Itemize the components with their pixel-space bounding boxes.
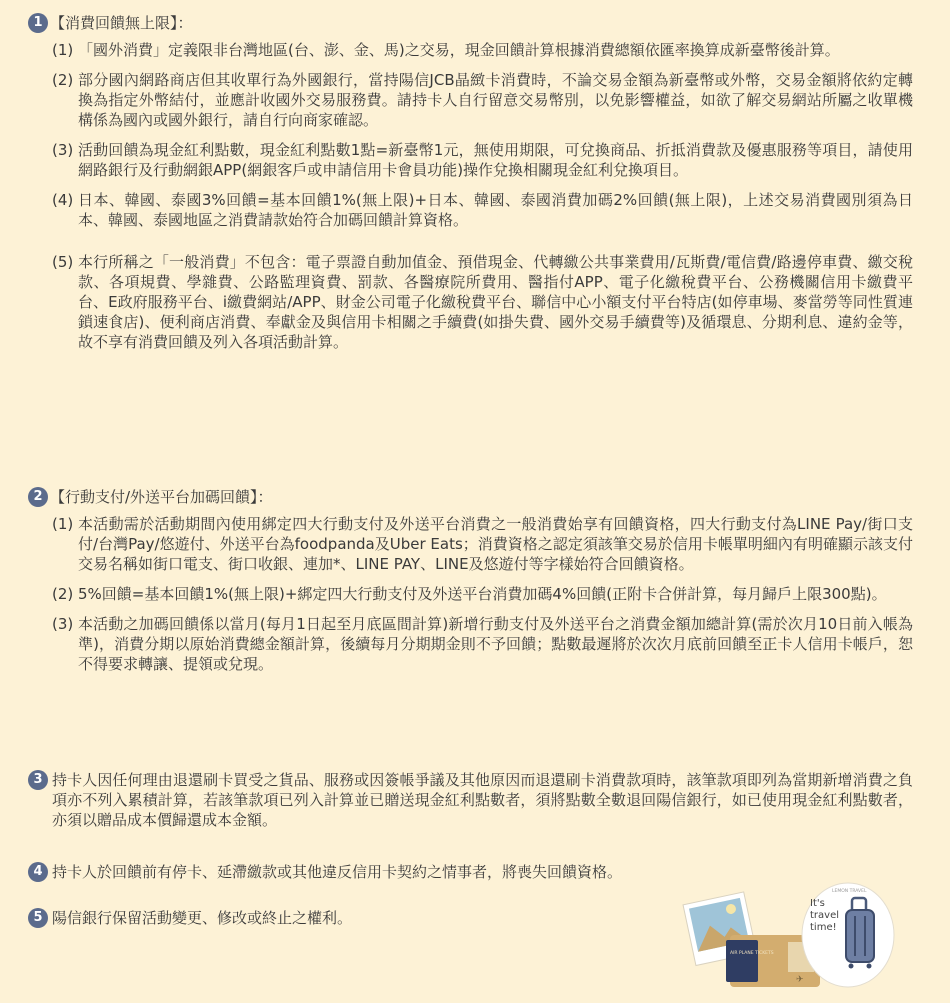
section-1-item-4 (52, 190, 913, 230)
passport-text: AIR PLANE TICKETS (730, 951, 774, 956)
item-text: 「國外消費」定義限非台灣地區(台、澎、金、馬)之交易，現金回饋計算根據消費總額依匯率換算成新臺幣後計算。 (78, 41, 840, 59)
section-1-heading (28, 12, 913, 34)
note-4 (28, 862, 913, 882)
section-1-item-5 (52, 252, 913, 352)
section-2-number: 2 (28, 487, 48, 507)
section-2-title: 【行動支付/外送平台加碼回饋】： (50, 488, 273, 506)
section-1-item-2 (52, 70, 913, 130)
item-label: (3) (52, 615, 74, 633)
note-5 (28, 908, 668, 928)
item-text: 本行所稱之「一般消費」不包含：電子票證自動加值金、預借現金、代轉繳公共事業費用/瓦斯費/電信費/路邊停車費、繳交稅款、各項規費、學雜費、公路監理資費、罰款、各醫療院所費用、醫指付APP、電子化繳稅費平台、公務機關信用卡繳費平台、E政府服務平台、i繳費網站/APP、財金公司電子化繳稅費平台、聯信中心小額支付平台特店(如停車場、麥當勞等同性質連鎖速食店)、便利商店消費、奉獻金及與信用卡相關之手續費(如掛失費、國外交易手續費等)及循環息、分期利息、違約金等，故不享有消費回饋及列入各項活動計算。 (78, 253, 913, 351)
note-4-text: 持卡人於回饋前有停卡、延滯繳款或其他違反信用卡契約之情事者，將喪失回饋資格。 (52, 863, 623, 881)
item-text: 本活動之加碼回饋係以當月(每月1日起至月底區間計算)新增行動支付及外送平台之消費金額加總計算(需於次月10日前入帳為準)，消費分期以原始消費總金額計算，後續每月分期期金則不予回饋；點數最遲將於次次月底前回饋至正卡人信用卡帳戶，恕不得要求轉讓、提領或兌現。 (78, 615, 913, 673)
item-text: 5%回饋=基本回饋1%(無上限)+綁定四大行動支付及外送平台消費加碼4%回饋(正附卡合併計算，每月歸戶上限300點)。 (78, 585, 887, 603)
item-text: 本活動需於活動期間內使用綁定四大行動支付及外送平台消費之一般消費始享有回饋資格，四大行動支付為LINE Pay/街口支付/台灣Pay/悠遊付、外送平台為foodpanda及Uber Eats；消費資格之認定須該筆交易於信用卡帳單明細內有明確顯示該支付交易名稱如街口電支、街口收銀、連加*、LINE PAY、LINE及悠遊付等字樣始符合回饋資格。 (78, 515, 913, 573)
section-1-title: 【消費回饋無上限】： (50, 14, 193, 32)
section-2-item-3 (52, 614, 913, 674)
travel-sticker (802, 883, 894, 987)
item-label: (1) (52, 515, 74, 533)
sticker-text: It's travel time! (810, 898, 840, 933)
note-3-number: 3 (28, 770, 48, 790)
section-2-items (28, 514, 913, 674)
svg-text:✈: ✈ (796, 975, 804, 985)
section-1-items (28, 40, 913, 352)
travel-illustration (680, 880, 900, 995)
note-5-text: 陽信銀行保留活動變更、修改或終止之權利。 (52, 909, 353, 927)
item-text: 部分國內網路商店但其收單行為外國銀行，當持陽信JCB晶緻卡消費時，不論交易金額為新臺幣或外幣，交易金額將依約定轉換為指定外幣結付，並應計收國外交易服務費。請持卡人自行留意交易幣別，以免影響權益，如欲了解交易網站所屬之收單機構係為國內或國外銀行，請自行向商家確認。 (78, 71, 913, 129)
section-2 (28, 486, 913, 684)
item-text: 日本、韓國、泰國3%回饋=基本回饋1%(無上限)+日本、韓國、泰國消費加碼2%回饋(無上限)，上述交易消費國別須為日本、韓國、泰國地區之消費請款始符合加碼回饋計算資格。 (78, 191, 913, 229)
note-4-number: 4 (28, 862, 48, 882)
note-5-number: 5 (28, 908, 48, 928)
section-1-number: 1 (28, 13, 48, 33)
item-label: (4) (52, 191, 74, 209)
item-label: (1) (52, 41, 74, 59)
item-text: 活動回饋為現金紅利點數，現金紅利點數1點=新臺幣1元，無使用期限，可兌換商品、折抵消費款及優惠服務等項目，請使用網路銀行及行動網銀APP(網銀客戶或申請信用卡會員功能)操作兌換相關現金紅利兌換項目。 (78, 141, 913, 179)
item-label: (2) (52, 71, 74, 89)
item-label: (5) (52, 253, 74, 271)
section-1-item-1 (52, 40, 913, 60)
section-1-item-3 (52, 140, 913, 180)
section-2-item-2 (52, 584, 913, 604)
note-3-text: 持卡人因任何理由退還刷卡買受之貨品、服務或因簽帳爭議及其他原因而退還刷卡消費款項時，該筆款項即列為當期新增消費之負項亦不列入累積計算，若該筆款項已列入計算並已贈送現金紅利點數者，須將點數全數退回陽信銀行，如已使用現金紅利點數者，亦須以贈品成本價歸還成本金額。 (52, 771, 913, 829)
section-2-heading (28, 486, 913, 508)
note-3 (28, 770, 913, 830)
item-label: (2) (52, 585, 74, 603)
sticker-top-text: LEMON TRAVEL (832, 889, 867, 894)
section-1 (28, 12, 913, 362)
item-label: (3) (52, 141, 74, 159)
section-2-item-1 (52, 514, 913, 574)
